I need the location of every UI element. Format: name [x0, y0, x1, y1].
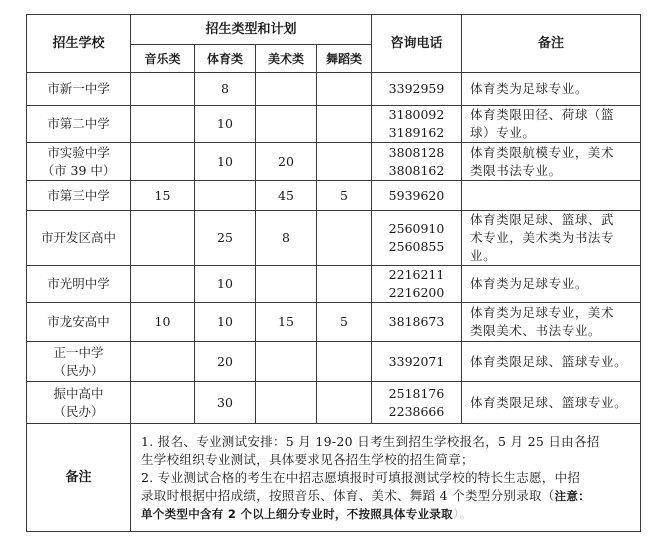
sports-quota-cell: 10 — [195, 106, 256, 143]
remark-cell — [462, 143, 641, 181]
header-sports: 体育类 — [195, 45, 256, 73]
sports-quota-cell: 10 — [195, 266, 256, 303]
remark-cell — [462, 73, 641, 106]
header-music: 音乐类 — [131, 45, 195, 73]
school-cell — [27, 143, 131, 181]
footer-row — [27, 424, 641, 532]
sports-quota-cell: 25 — [195, 211, 256, 266]
phone-cell — [372, 211, 462, 266]
phone-number: 3808162 — [388, 162, 445, 178]
phone-number: 3818673 — [388, 314, 445, 329]
header-school: 招生学校 — [27, 15, 131, 73]
school-cell — [27, 266, 131, 303]
remark-cell — [462, 303, 641, 342]
footer-emphasis: 单个类型中含有 2 个以上细分专业时，不按照具体专业录取 — [141, 506, 453, 521]
footer-line: 1. 报名、专业测试安排：5 月 19-20 日考生到招生学校报名，5 月 25 日由各招 — [141, 433, 600, 449]
school-name: 市第二中学 — [47, 116, 110, 131]
remark-line: 类限美术、书法专业。 — [470, 323, 602, 338]
remark-cell — [462, 181, 641, 211]
remark-line: 体育类限足球、篮球专业。 — [470, 394, 628, 410]
phone-cell — [372, 143, 462, 181]
school-name: 正一中学 — [53, 344, 104, 360]
music-quota-cell — [131, 73, 195, 106]
phone-cell — [372, 106, 462, 143]
remark-cell — [462, 266, 641, 303]
table-row — [27, 181, 641, 211]
art-quota-cell: 20 — [256, 143, 317, 181]
remark-line: 类限书法专业。 — [470, 162, 562, 178]
footer-line — [141, 505, 634, 523]
phone-cell — [372, 266, 462, 303]
phone-cell — [372, 382, 462, 424]
art-quota-cell — [256, 266, 317, 303]
table-row — [27, 211, 641, 266]
music-quota-cell — [131, 342, 195, 382]
footer-line-end: ）。 — [452, 505, 473, 521]
school-name-suffix: （民办） — [53, 403, 104, 419]
phone-number: 5939620 — [388, 187, 445, 203]
sports-quota-cell — [195, 181, 256, 211]
header-phone: 咨询电话 — [372, 15, 462, 73]
art-quota-cell — [256, 342, 317, 382]
sports-quota-cell: 10 — [195, 143, 256, 181]
remark-line: 体育类为足球专业。 — [470, 276, 588, 291]
sports-quota-cell: 30 — [195, 382, 256, 424]
phone-number: 2560910 — [388, 221, 445, 236]
art-quota-cell — [256, 73, 317, 106]
phone-number: 2560855 — [388, 239, 445, 254]
music-quota-cell — [131, 143, 195, 181]
admissions-table — [26, 14, 641, 532]
phone-number: 3808128 — [388, 144, 445, 160]
sports-quota-cell: 20 — [195, 342, 256, 382]
school-cell — [27, 181, 131, 211]
footer-emphasis: 注意： — [554, 488, 591, 503]
header-plan-group: 招生类型和计划 — [131, 15, 372, 45]
music-quota-cell: 10 — [131, 303, 195, 342]
remark-cell — [462, 342, 641, 382]
remark-line: 术专业，美术类为书法专业。 — [470, 230, 615, 263]
art-quota-cell: 45 — [256, 181, 317, 211]
phone-number: 3392071 — [388, 353, 445, 369]
phone-number: 2216211 — [388, 267, 445, 282]
school-name: 市第三中学 — [47, 187, 110, 203]
header-dance: 舞蹈类 — [317, 45, 372, 73]
dance-quota-cell — [317, 266, 372, 303]
dance-quota-cell — [317, 211, 372, 266]
school-name-suffix: （市 39 中） — [41, 162, 116, 178]
phone-number: 2238666 — [388, 403, 445, 419]
footer-notes — [131, 424, 641, 532]
header-remark: 备注 — [462, 15, 641, 73]
remark-cell — [462, 106, 641, 143]
remark-line: 球）专业。 — [470, 125, 536, 140]
remark-line: 体育类限足球、篮球专业。 — [470, 353, 628, 369]
music-quota-cell — [131, 382, 195, 424]
remark-line: 体育类限田径、荷球（篮 — [470, 107, 615, 122]
remark-line: 体育类限足球、篮球、武 — [470, 212, 615, 227]
school-cell — [27, 342, 131, 382]
phone-cell — [372, 181, 462, 211]
art-quota-cell: 8 — [256, 211, 317, 266]
table-row — [27, 303, 641, 342]
dance-quota-cell — [317, 143, 372, 181]
dance-quota-cell — [317, 342, 372, 382]
remark-line: 体育类限航模专业，美术 — [470, 144, 615, 160]
school-cell — [27, 73, 131, 106]
footer-line: 生学校组织专业测试，具体要求见各招生学校的招生简章； — [141, 451, 474, 467]
dance-quota-cell: 5 — [317, 303, 372, 342]
music-quota-cell — [131, 266, 195, 303]
sports-quota-cell: 10 — [195, 303, 256, 342]
table-row — [27, 73, 641, 106]
school-name: 市龙安高中 — [47, 314, 110, 329]
music-quota-cell — [131, 211, 195, 266]
dance-quota-cell — [317, 106, 372, 143]
table-row — [27, 342, 641, 382]
header-art: 美术类 — [256, 45, 317, 73]
remark-cell — [462, 211, 641, 266]
dance-quota-cell — [317, 73, 372, 106]
school-name: 市光明中学 — [47, 276, 110, 291]
school-name: 市新一中学 — [47, 81, 110, 96]
remark-cell — [462, 382, 641, 424]
remark-line: 体育类为足球专业，美术 — [470, 305, 615, 320]
table-row — [27, 382, 641, 424]
remark-line: 体育类为足球专业。 — [470, 81, 588, 96]
phone-number: 3189162 — [388, 125, 445, 140]
phone-number: 3180092 — [388, 107, 445, 122]
school-cell — [27, 211, 131, 266]
table-row — [27, 266, 641, 303]
footer-line-text: 录取时根据中招成绩，按照音乐、体育、美术、舞蹈 4 个类型分别录取（ — [141, 487, 555, 503]
footer-label: 备注 — [27, 424, 131, 532]
art-quota-cell — [256, 106, 317, 143]
sports-quota-cell: 8 — [195, 73, 256, 106]
phone-number: 3392959 — [388, 81, 445, 96]
dance-quota-cell: 5 — [317, 181, 372, 211]
art-quota-cell — [256, 382, 317, 424]
school-name-suffix: （民办） — [53, 362, 104, 378]
art-quota-cell: 15 — [256, 303, 317, 342]
table-row — [27, 106, 641, 143]
dance-quota-cell — [317, 382, 372, 424]
school-cell — [27, 106, 131, 143]
table-row — [27, 143, 641, 181]
school-cell — [27, 303, 131, 342]
school-name: 市开发区高中 — [40, 230, 116, 245]
school-name: 市实验中学 — [47, 144, 110, 160]
music-quota-cell: 15 — [131, 181, 195, 211]
footer-line: 2. 专业测试合格的考生在中招志愿填报时可填报测试学校的特长生志愿，中招 — [141, 469, 581, 485]
phone-cell — [372, 73, 462, 106]
phone-number: 2216200 — [388, 285, 445, 300]
phone-cell — [372, 342, 462, 382]
phone-cell — [372, 303, 462, 342]
school-cell — [27, 382, 131, 424]
school-name: 振中高中 — [53, 385, 104, 401]
footer-line — [141, 487, 634, 505]
phone-number: 2518176 — [388, 385, 445, 401]
music-quota-cell — [131, 106, 195, 143]
